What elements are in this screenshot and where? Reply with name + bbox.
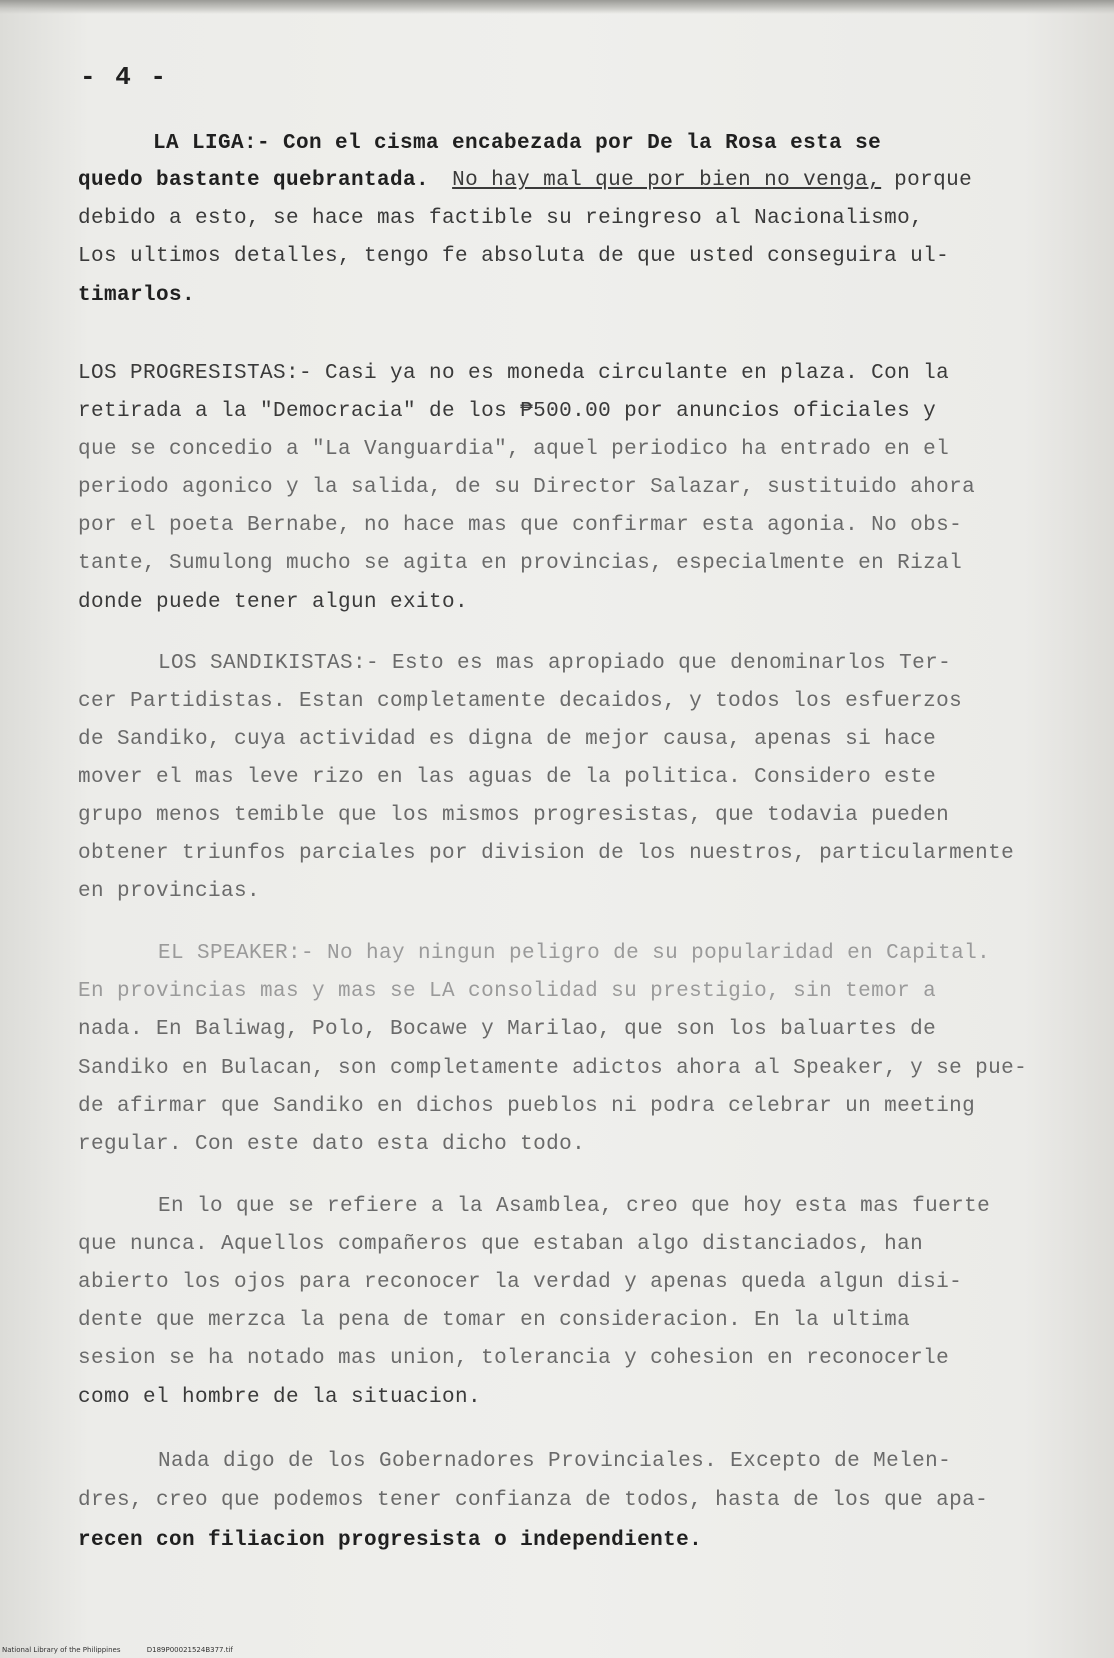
scan-edge-shadow	[0, 0, 1114, 14]
paragraph-progresistas-line-1: LOS PROGRESISTAS:- Casi ya no es moneda circulante en plaza. Con la	[78, 362, 950, 385]
paragraph-progresistas-line-7: donde puede tener algun exito.	[78, 591, 469, 614]
paragraph-asamblea-line-5: sesion se ha notado mas union, tolerancia y cohesion en reconocerle	[78, 1347, 950, 1370]
paragraph-speaker-line-2: En provincias mas y mas se LA consolidad su prestigio, sin temor a	[78, 980, 937, 1003]
paragraph-gobernadores-line-3: recen con filiacion progresista o independiente.	[78, 1529, 703, 1552]
paragraph-speaker-line-4: Sandiko en Bulacan, son completamente adictos ahora al Speaker, y se pue-	[78, 1057, 1028, 1080]
paragraph-sandikistas-line-6: obtener triunfos parciales por division de los nuestros, particularmente	[78, 842, 1015, 865]
paragraph-sandikistas-line-1: LOS SANDIKISTAS:- Esto es mas apropiado que denominarlos Ter-	[158, 652, 952, 675]
paragraph-speaker-line-3: nada. En Baliwag, Polo, Bocawe y Marilao, que son los baluartes de	[78, 1018, 937, 1041]
paragraph-speaker-line-1: EL SPEAKER:- No hay ningun peligro de su popularidad en Capital.	[158, 942, 991, 965]
paragraph-asamblea-line-3: abierto los ojos para reconocer la verdad y apenas queda algun disi-	[78, 1271, 963, 1294]
paragraph-sandikistas-line-3: de Sandiko, cuya actividad es digna de mejor causa, apenas si hace	[78, 728, 937, 751]
paragraph-progresistas-line-6: tante, Sumulong mucho se agita en provincias, especialmente en Rizal	[78, 552, 963, 575]
paragraph-progresistas-line-4: periodo agonico y la salida, de su Director Salazar, sustituido ahora	[78, 476, 976, 499]
footer-file: D189P00021524B377.tif	[146, 1646, 233, 1654]
paragraph-asamblea-line-6: como el hombre de la situacion.	[78, 1386, 482, 1409]
liga-line-2-end: porque	[894, 169, 973, 192]
paragraph-liga-line-4: Los ultimos detalles, tengo fe absoluta de que usted conseguira ul-	[78, 245, 950, 268]
paragraph-asamblea-line-1: En lo que se refiere a la Asamblea, creo que hoy esta mas fuerte	[158, 1195, 991, 1218]
paragraph-gobernadores-line-2: dres, creo que podemos tener confianza de todos, hasta de los que apa-	[78, 1489, 989, 1512]
paragraph-sandikistas-line-4: mover el mas leve rizo en las aguas de la politica. Considero este	[78, 766, 937, 789]
paragraph-sandikistas-line-5: grupo menos temible que los mismos progresistas, que todavia pueden	[78, 804, 950, 827]
page-number: - 4 -	[80, 62, 169, 92]
paragraph-liga-line-5: timarlos.	[78, 284, 196, 307]
paragraph-asamblea-line-4: dente que merzca la pena de tomar en consideracion. En la ultima	[78, 1309, 911, 1332]
paragraph-liga-line-1: LA LIGA:- Con el cisma encabezada por De la Rosa esta se	[153, 132, 882, 155]
paragraph-sandikistas-line-7: en provincias.	[78, 880, 261, 903]
paragraph-progresistas-line-5: por el poeta Bernabe, no hace mas que confirmar esta agonia. No obs-	[78, 514, 963, 537]
paragraph-speaker-line-6: regular. Con este dato esta dicho todo.	[78, 1133, 586, 1156]
underlined-proverb: No hay mal que por bien no venga,	[452, 169, 882, 192]
paragraph-progresistas-line-2: retirada a la "Democracia" de los ₱500.00 por anuncios oficiales y	[78, 400, 937, 423]
paragraph-speaker-line-5: de afirmar que Sandiko en dichos pueblos ni podra celebrar un meeting	[78, 1095, 976, 1118]
paragraph-progresistas-line-3: que se concedio a "La Vanguardia", aquel periodico ha entrado en el	[78, 438, 950, 461]
scan-footer	[2, 1646, 257, 1654]
paragraph-sandikistas-line-2: cer Partidistas. Estan completamente decaidos, y todos los esfuerzos	[78, 690, 963, 713]
paragraph-asamblea-line-2: que nunca. Aquellos compañeros que estaban algo distanciados, han	[78, 1233, 924, 1256]
paragraph-liga-line-3: debido a esto, se hace mas factible su reingreso al Nacionalismo,	[78, 207, 924, 230]
paragraph-gobernadores-line-1: Nada digo de los Gobernadores Provinciales. Excepto de Melen-	[158, 1450, 952, 1473]
footer-source: National Library of the Philippines	[2, 1646, 121, 1654]
liga-line-2-start: quedo bastante quebrantada.	[78, 169, 430, 192]
paragraph-liga-line-2	[78, 167, 972, 195]
